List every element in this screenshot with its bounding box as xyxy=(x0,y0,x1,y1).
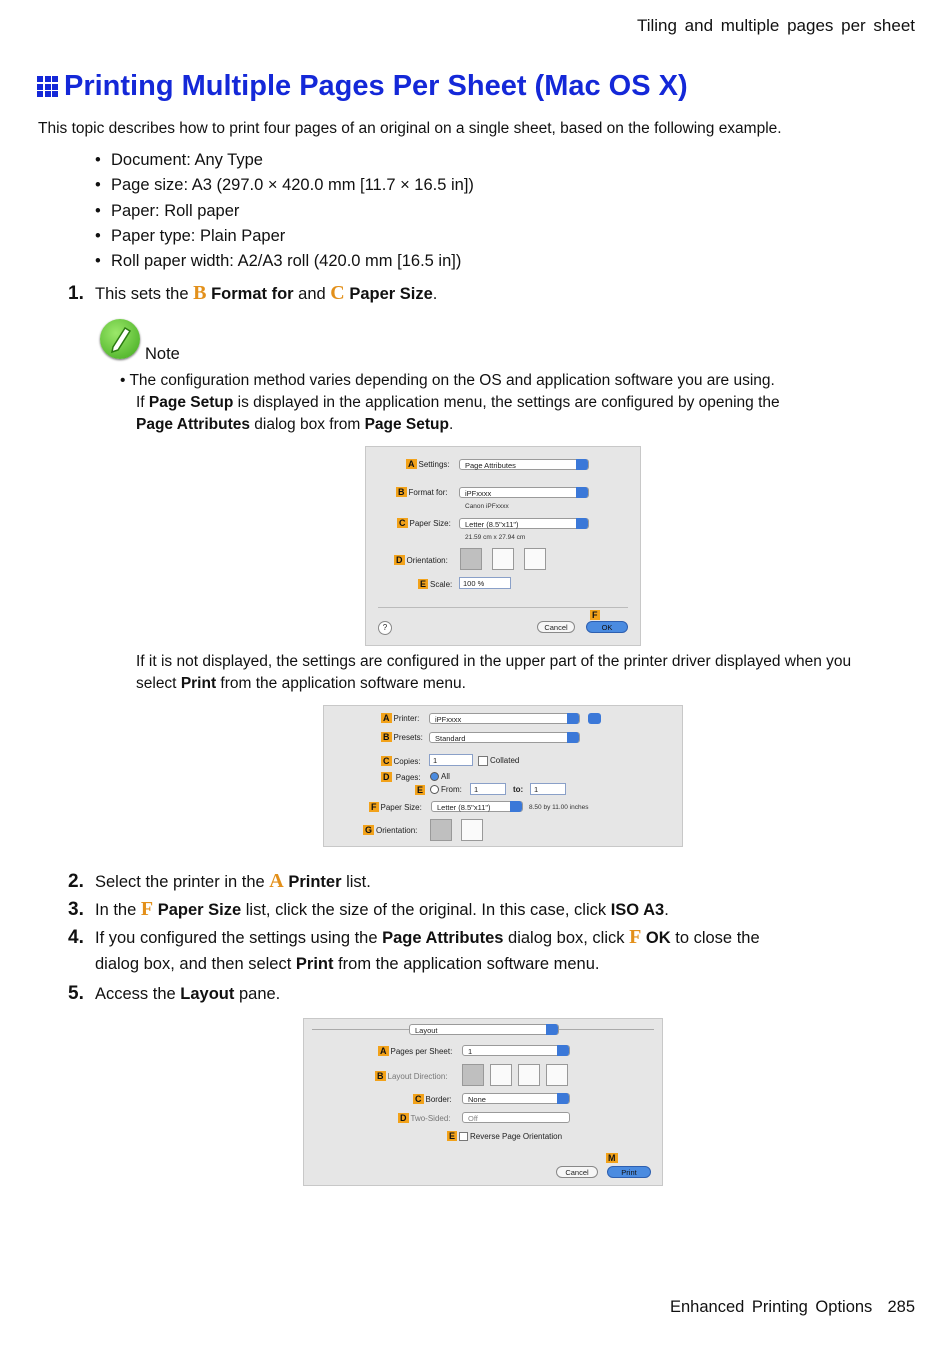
callout-badge: D xyxy=(396,555,403,565)
callout-badge: D xyxy=(383,772,390,782)
select-arrow-icon xyxy=(510,801,522,812)
help-button[interactable]: ? xyxy=(378,621,392,635)
paper-size-select[interactable]: Letter (8.5"x11") xyxy=(431,801,523,812)
callout-badge: E xyxy=(420,579,427,589)
callout-badge: C xyxy=(383,756,390,766)
note-text: • The configuration method varies depending on the OS and application software you are using. If Page Setup is displayed in the application menu, the settings are configured by opening the Page Attributes dialog box from Page Setup. xyxy=(120,372,780,433)
note-pencil-icon xyxy=(100,319,140,359)
two-sided-select[interactable]: Off xyxy=(462,1112,570,1123)
intro-paragraph: This topic describes how to print four pages of an original on a single sheet, based on the following example. xyxy=(38,120,782,137)
callout-badge: B xyxy=(383,732,390,742)
paragraph: If it is not displayed, the settings are configured in the upper part of the printer driver displayed when you select Print from the application software menu. xyxy=(136,653,852,692)
step-1: 1. This sets the B Format for and C Paper Size. xyxy=(68,282,438,304)
format-for-select[interactable]: iPFxxxx xyxy=(459,487,589,498)
callout-badge: F xyxy=(371,802,377,812)
select-arrow-icon xyxy=(557,1093,569,1104)
from-page-input[interactable]: 1 xyxy=(470,783,506,795)
settings-select[interactable]: Page Attributes xyxy=(459,459,589,470)
print-dialog-screenshot: A Printer: iPFxxxx B Presets: Standard C Copies: 1 Collated D Pages: All E From: 1 to: 1 F Paper Size: Letter (8.5"x11") 8.50 by 11.00 inches G Orientation: xyxy=(323,705,683,847)
note-label: Note xyxy=(145,345,180,363)
portrait-orientation-icon[interactable] xyxy=(430,819,452,841)
callout-badge: E xyxy=(417,785,424,795)
select-arrow-icon xyxy=(567,713,579,724)
list-item: • Paper type: Plain Paper xyxy=(95,224,474,249)
pages-per-sheet-select[interactable]: 1 xyxy=(462,1045,570,1056)
landscape-orientation-icon[interactable] xyxy=(461,819,483,841)
presets-select[interactable]: Standard xyxy=(429,732,580,743)
all-pages-radio[interactable] xyxy=(430,772,439,781)
section-grid-icon xyxy=(37,76,58,97)
step-2: 2. Select the printer in the A Printer list. xyxy=(68,870,371,892)
to-page-input[interactable]: 1 xyxy=(530,783,566,795)
portrait-orientation-icon[interactable] xyxy=(460,548,482,570)
collated-checkbox[interactable] xyxy=(478,756,488,766)
callout-badge: C xyxy=(415,1094,422,1104)
example-list xyxy=(95,148,474,274)
callout-badge: D xyxy=(400,1113,407,1123)
cancel-button[interactable]: Cancel xyxy=(537,621,575,633)
callout-badge: G xyxy=(365,825,373,835)
select-arrow-icon xyxy=(567,732,579,743)
select-arrow-icon xyxy=(576,518,588,529)
callout-badge: A xyxy=(383,713,390,723)
paper-size-note: 8.50 by 11.00 inches xyxy=(529,804,589,811)
landscape-orientation-icon[interactable] xyxy=(492,548,514,570)
page-number: 285 xyxy=(887,1298,915,1316)
pane-select[interactable]: Layout xyxy=(409,1024,559,1035)
step-5: 5. Access the Layout pane. xyxy=(68,983,281,1004)
s-layout-direction-icon[interactable] xyxy=(490,1064,512,1086)
list-item: • Paper: Roll paper xyxy=(95,199,474,224)
format-subtext: Canon iPFxxxx xyxy=(465,503,509,510)
running-header: Tiling and multiple pages per sheet xyxy=(636,16,915,35)
printer-select[interactable]: iPFxxxx xyxy=(429,713,580,724)
page-range-radio[interactable] xyxy=(430,785,439,794)
reverse-n-layout-direction-icon[interactable] xyxy=(518,1064,540,1086)
callout-badge: E xyxy=(449,1131,456,1141)
ok-button[interactable]: OK xyxy=(586,621,628,633)
select-arrow-icon xyxy=(557,1045,569,1056)
n-layout-direction-icon[interactable] xyxy=(546,1064,568,1086)
page-title-text: Printing Multiple Pages Per Sheet (Mac OS X) xyxy=(64,70,688,102)
list-item: • Document: Any Type xyxy=(95,148,474,173)
step-3: 3. In the F Paper Size list, click the size of the original. In this case, click ISO A3. xyxy=(68,898,669,920)
border-select[interactable]: None xyxy=(462,1093,570,1104)
disclosure-triangle-icon[interactable] xyxy=(588,713,601,724)
cancel-button[interactable]: Cancel xyxy=(556,1166,598,1178)
z-layout-direction-icon[interactable] xyxy=(462,1064,484,1086)
page-footer: Enhanced Printing Options 285 xyxy=(670,1298,915,1316)
callout-badge: F xyxy=(592,610,598,620)
divider xyxy=(378,607,628,608)
callout-badge: M xyxy=(608,1153,616,1163)
scale-input[interactable]: 100 % xyxy=(459,577,511,589)
reverse-orientation-checkbox[interactable] xyxy=(459,1132,468,1141)
callout-badge: C xyxy=(399,518,406,528)
select-arrow-icon xyxy=(576,459,588,470)
print-button[interactable]: Print xyxy=(607,1166,651,1178)
select-arrow-icon xyxy=(576,487,588,498)
list-item: • Page size: A3 (297.0 × 420.0 mm [11.7 × 16.5 in]) xyxy=(95,173,474,198)
callout-badge: B xyxy=(398,487,405,497)
page-title xyxy=(37,70,688,103)
paper-size-select[interactable]: Letter (8.5"x11") xyxy=(459,518,589,529)
layout-pane-screenshot: Layout A Pages per Sheet: 1 B Layout Direction: C Border: None D Two-Sided: Off E Reverse Page Orientation M Cancel Print xyxy=(303,1018,663,1186)
reverse-landscape-orientation-icon[interactable] xyxy=(524,548,546,570)
page-attributes-dialog-screenshot: A Settings: Page Attributes B Format for: iPFxxxx Canon iPFxxxx C Paper Size: Letter (8.5"x11") 21.59 cm x 27.94 cm D Orientation: E Scale: 100 % F ? Cancel OK xyxy=(365,446,641,646)
size-subtext: 21.59 cm x 27.94 cm xyxy=(465,534,526,541)
copies-input[interactable]: 1 xyxy=(429,754,473,766)
list-item: • Roll paper width: A2/A3 roll (420.0 mm [16.5 in]) xyxy=(95,249,474,274)
step-4: 4. If you configured the settings using the Page Attributes dialog box, click F OK to close the dialog box, and then select Print from the application software menu. xyxy=(68,926,760,973)
callout-badge: A xyxy=(408,459,415,469)
select-arrow-icon xyxy=(546,1024,558,1035)
callout-badge: B xyxy=(377,1071,384,1081)
callout-badge: A xyxy=(380,1046,387,1056)
